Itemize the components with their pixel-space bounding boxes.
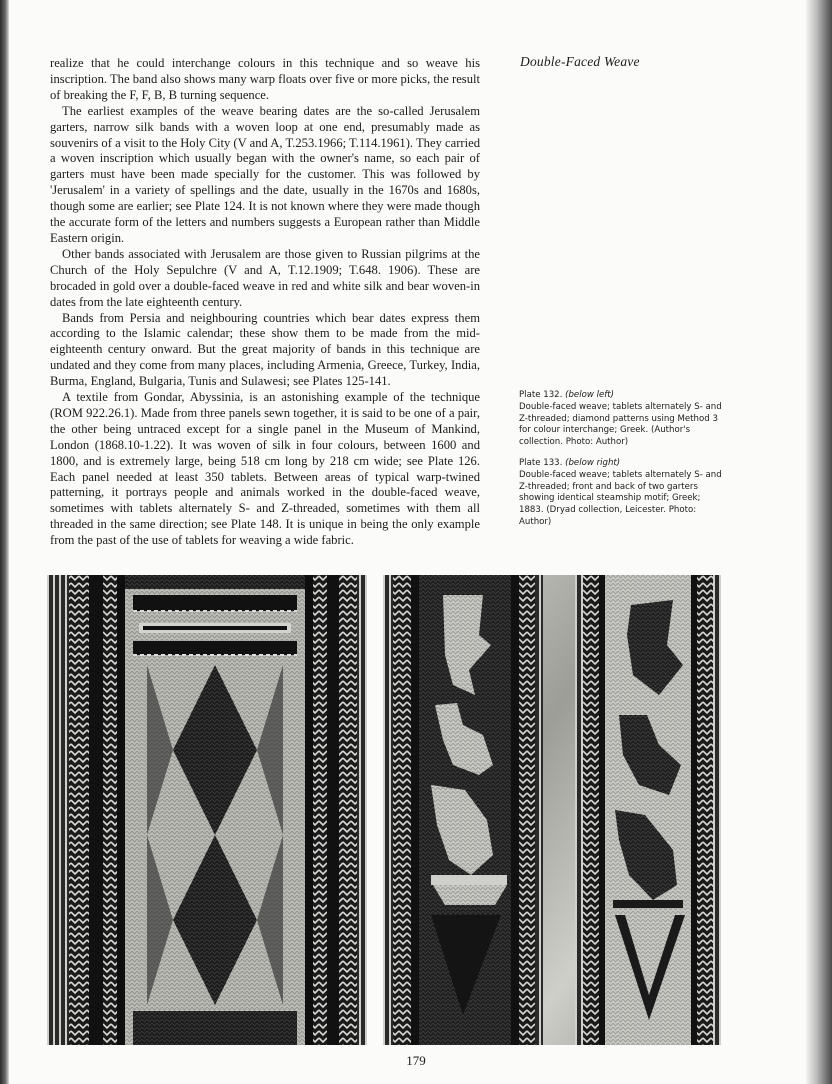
book-spine-shadow-right [806, 0, 832, 1084]
caption-plate-label: Plate 132. [519, 390, 563, 400]
caption-text: Double-faced weave; tablets alternately S- and Z-threaded; front and back of two garters showing identical steamship motif; Greek; 1883. (Dryad collection, Leicester. Photo: Author) [519, 469, 722, 527]
caption-position: (below right) [565, 457, 621, 468]
caption-plate-132 [519, 390, 724, 449]
running-head: Double-Faced Weave [520, 54, 640, 69]
plate-132-photo [47, 575, 367, 1045]
caption-plate-133 [519, 458, 724, 529]
paragraph: realize that he could interchange colours in this technique and so weave his inscription. The band also shows many warp floats over five or more picks, the result of breaking the F, F, B, B turning sequence. [50, 56, 480, 102]
caption-text: Double-faced weave; tablets alternately S- and Z-threaded; diamond patterns using Method 3 for colour interchange; Greek. (Author's collection. Photo: Author) [519, 401, 722, 448]
paragraph: The earliest examples of the weave bearing dates are the so-called Jerusalem garters, narrow silk bands with a woven loop at one end, presumably made as souvenirs of a visit to the Holy City (V and A, T.253.1966; T.114.1961). They carried a woven inscription which usually began with the owner's name, so each pair of garters must have been made specially for the customer. This was followed by 'Jerusalem' in a variety of spellings and the date, usually in the 1670s and 1680s, though some are earlier; see Plate 124. It is not known where they were made though the accurate form of the letters and numbers suggests a European rather than Middle Eastern origin. [50, 103, 480, 245]
diamond-band-image [47, 575, 367, 1045]
caption-position: (below left) [565, 390, 615, 400]
page-number: 179 [406, 1053, 426, 1068]
plate-captions [519, 390, 724, 538]
paragraph: A textile from Gondar, Abyssinia, is an astonishing example of the technique (ROM 922.26.1). Made from three panels sewn together, it is said to be one of a pair, the other being untraced except for a single panel in the Museum of Mankind, London (1868.10-1.22). It was woven of silk in four colours, between 1600 and 1800, and is extremely large, being 518 cm long by 218 cm wide; see Plate 126. Each panel needed at least 350 tablets. Between areas of typical warp-twined patterning, it portrays people and animals worked in the double-faced weave, sometimes with tablets alternately S- and Z-threaded, sometimes with them all threaded in the same direction; see Plate 148. It is unique in being the only example from the past of the use of tablets for weaving a wide fabric. [50, 390, 480, 548]
caption-plate-label: Plate 133. [519, 457, 563, 468]
plate-133-photo [383, 575, 721, 1045]
paragraph: Bands from Persia and neighbouring countries which bear dates express them according to the Islamic calendar; these show them to be made from the mid-eighteenth century onward. But the great majority of bands in this technique are undated and they come from many places, including Armenia, Greece, Turkey, India, Burma, England, Bulgaria, Tunis and Sulawesi; see Plates 125-141. [50, 310, 480, 389]
body-text [50, 56, 480, 549]
steamship-garters-image [383, 575, 721, 1045]
book-spine-shadow-left [0, 0, 9, 1084]
paragraph: Other bands associated with Jerusalem are those given to Russian pilgrims at the Church of the Holy Sepulchre (V and A, T.12.1909; T.648. 1906). These are brocaded in gold over a double-faced weave in red and white silk and bear woven-in dates from the late eighteenth century. [50, 246, 480, 309]
